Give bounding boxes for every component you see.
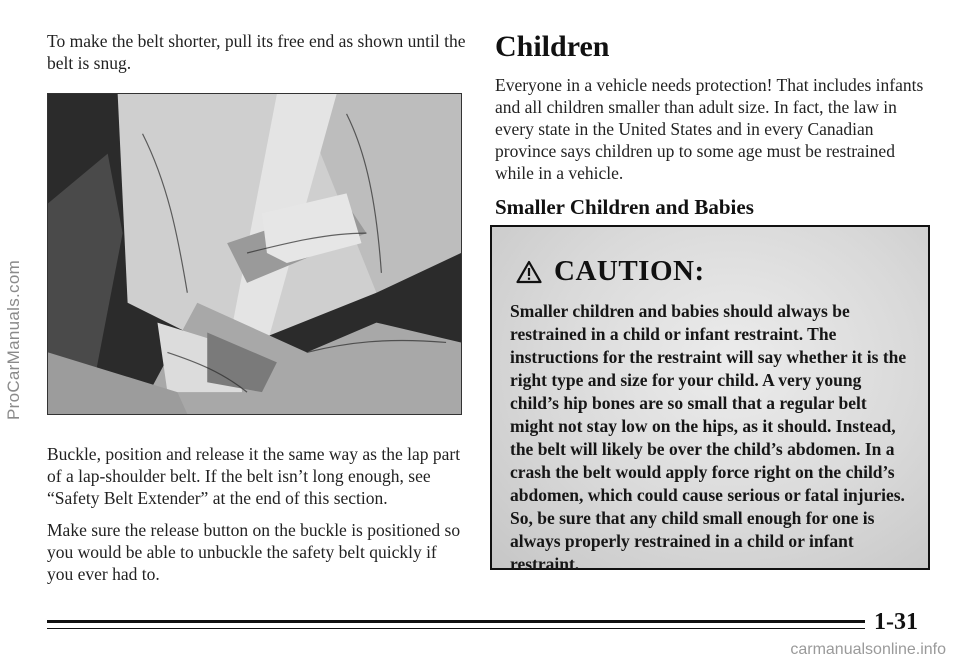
caution-text: Smaller children and babies should always be restrained in a child or infant restraint. The instructions for the restraint will say whether it is the right type and size for your child. A very young child’s hip bones are so small that a regular belt might not stay low on the hips, as it should. Instead, the belt will likely be over the child’s abdomen. In a crash the belt would apply force right on the child’s abdomen, which could cause serious or fatal injuries. So, be sure that any child small enough for one is always properly restrained in a child or infant restraint. xyxy=(510,301,907,574)
children-paragraph: Everyone in a vehicle needs protection! That includes infants and all children smaller than adult size. In fact, the law in every state in the United States and in every Canadian province says children up to some age must be restrained while in a vehicle. xyxy=(495,75,924,183)
release-button-paragraph: Make sure the release button on the buckle is positioned so you would be able to unbuckle the safety belt quickly if you ever had to. xyxy=(47,520,461,584)
caution-header xyxy=(516,255,908,288)
caution-box xyxy=(490,225,930,574)
watermark-bottom: carmanualsonline.info xyxy=(790,641,946,658)
right-column xyxy=(495,30,925,220)
footer-rule-thin xyxy=(47,628,865,629)
footer-rule-thick xyxy=(47,620,865,623)
seatbelt-drawing xyxy=(48,94,461,414)
watermark-left: ProCarManuals.com xyxy=(4,259,23,421)
intro-paragraph: To make the belt shorter, pull its free end as shown until the belt is snug. xyxy=(47,31,466,73)
seatbelt-illustration xyxy=(47,93,462,415)
page-number: 1-31 xyxy=(874,609,918,635)
section-title: Children xyxy=(495,30,610,63)
left-column-top xyxy=(47,30,467,84)
caution-title: CAUTION: xyxy=(554,255,705,287)
subsection-title: Smaller Children and Babies xyxy=(495,195,754,219)
left-column-bottom xyxy=(47,443,467,595)
buckle-paragraph: Buckle, position and release it the same way as the lap part of a lap-shoulder belt. If the belt isn’t long enough, see “Safety Belt Extender” at the end of this section. xyxy=(47,444,461,508)
warning-triangle-icon xyxy=(516,260,542,284)
